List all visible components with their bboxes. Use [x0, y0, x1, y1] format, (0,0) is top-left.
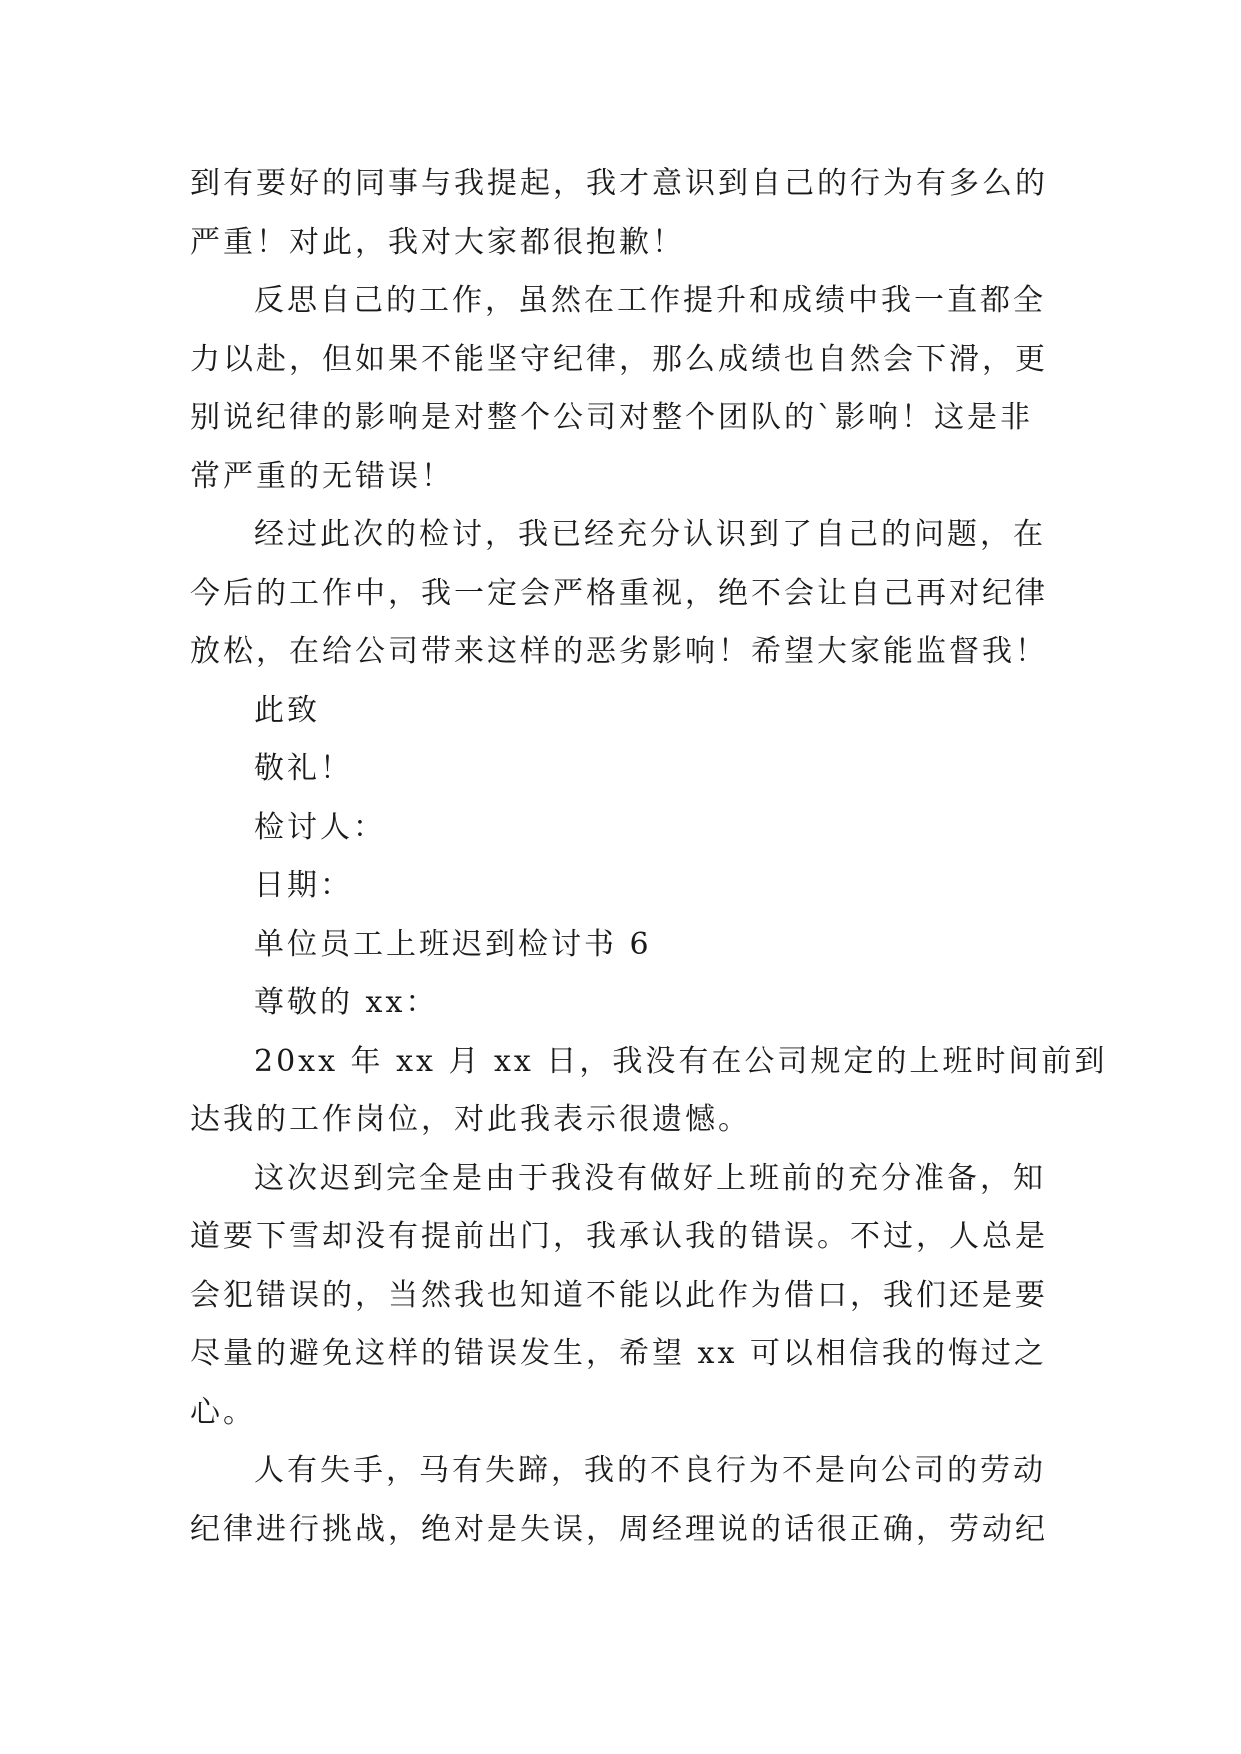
document-body: [190, 155, 1108, 1559]
text-line: 尊敬的 xx：: [254, 985, 439, 1020]
text-line: 20xx 年 xx 月 xx 日，我没有在公司规定的上班时间前到: [254, 1043, 1108, 1079]
text-line: 人有失手，马有失蹄，我的不良行为不是向公司的劳动: [254, 1453, 1046, 1488]
text-line: 到有要好的同事与我提起，我才意识到自己的行为有多么的: [190, 166, 1048, 201]
text-line: 这次迟到完全是由于我没有做好上班前的充分准备，知: [254, 1160, 1046, 1196]
text-line: 检讨人：: [254, 809, 386, 845]
text-line: 敬礼！: [254, 751, 353, 786]
text-line: 反思自己的工作，虽然在工作提升和成绩中我一直都全: [254, 283, 1046, 318]
text-line: 单位员工上班迟到检讨书 6: [254, 926, 652, 962]
text-line: 力以赴，但如果不能坚守纪律，那么成绩也自然会下滑，更: [190, 341, 1048, 377]
text-line: 经过此次的检讨，我已经充分认识到了自己的问题，在: [254, 517, 1046, 552]
text-line: 放松，在给公司带来这样的恶劣影响！希望大家能监督我！: [190, 634, 1048, 669]
text-line: 别说纪律的影响是对整个公司对整个团队的`影响！这是非: [190, 400, 1033, 435]
text-line: 尽量的避免这样的错误发生，希望 xx 可以相信我的悔过之: [190, 1336, 1047, 1371]
text-line: 日期：: [254, 868, 353, 903]
text-line: 纪律进行挑战，绝对是失误，周经理说的话很正确，劳动纪: [190, 1511, 1048, 1547]
text-line: 心。: [190, 1394, 256, 1430]
text-line: 常严重的无错误！: [190, 458, 454, 494]
text-line: 今后的工作中，我一定会严格重视，绝不会让自己再对纪律: [190, 575, 1048, 611]
text-line: 会犯错误的，当然我也知道不能以此作为借口，我们还是要: [190, 1277, 1048, 1313]
text-line: 道要下雪却没有提前出门，我承认我的错误。不过，人总是: [190, 1219, 1048, 1254]
text-line: 严重！对此，我对大家都很抱歉！: [190, 224, 685, 260]
text-line: 此致: [254, 692, 320, 728]
text-line: 达我的工作岗位，对此我表示很遗憾。: [190, 1102, 751, 1137]
